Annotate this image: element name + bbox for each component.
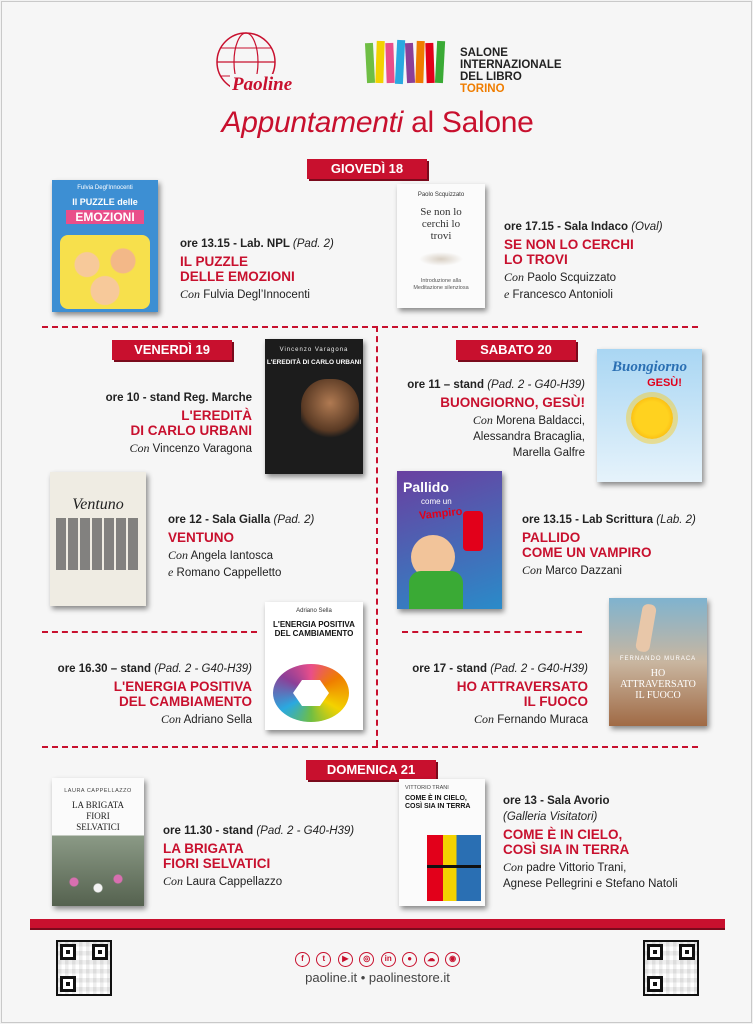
page-title-italic: Appuntamenti: [221, 106, 404, 139]
event-title-buongiorno[interactable]: BUONGIORNO, GESÙ!: [440, 395, 585, 410]
event-title-brigata[interactable]: LA BRIGATA: [163, 841, 244, 856]
day-band-sabato: SABATO 20: [456, 340, 576, 360]
salone-logo: [364, 37, 564, 95]
book-cover-ventuno: Ventuno: [50, 472, 146, 606]
social-icons: [2, 948, 753, 967]
day-band-domenica: DOMENICA 21: [306, 760, 436, 780]
page-title-rest: al Salone: [411, 106, 534, 139]
divider-1: [42, 326, 698, 328]
divider-2-right: [402, 631, 582, 633]
event-title-cielo[interactable]: COME È IN CIELO,: [503, 827, 623, 842]
book-cover-fuoco: FERNANDO MURACA HO ATTRAVERSATO IL FUOCO: [609, 598, 707, 726]
event-title-ventuno[interactable]: VENTUNO: [168, 530, 235, 545]
facebook-icon[interactable]: f: [295, 952, 310, 967]
day-band-venerdi: VENERDÌ 19: [112, 340, 232, 360]
page-title: [2, 106, 753, 140]
page-frame: Paoline SALONE INTERNAZIONALE DEL LIBRO TORINO Appuntamenti al Salone GIOVEDÌ 18 Fulvia Degl'Innocenti Il PUZZLE delle EMOZIONI ore 13.15 - Lab. NPL (Pad. 2) IL PUZZLE DELLE EMOZIONI Con Fulvia Degl’Innocenti Paolo Scquizzato Se non lo cerchi lo trovi Introduzione alla Meditazione silenziosa ore 17.15 - Sala Indaco (Oval) SE NON LO CERCHI LO TROVI Con Paolo Scquizzato e Francesco Antonioli VENERDÌ 19 Vincenzo Varagona L'EREDITÀ DI CARLO URBANI ore 10 - stand Reg. Marche L'EREDITÀ DI CARLO URBANI Con Vincenzo Varagona Ventuno ore 12 - Sala Gialla (Pad. 2) VENTUNO Con Angela Iantosca e Romano Cappelletto Adriano Sella L'ENERGIA POSITIVA DEL CAMBIAMENTO ore 16.30 – stand (Pad. 2 - G40-H39) L'ENERGIA POSITIVA DEL CAMBIAMENTO Con Adriano Sella SABATO 20 ore 11 – stand (Pad. 2 - G40-H39) BUONGIORNO, GESÙ! Con Morena Baldacci, Alessandra Bracaglia, Marella Galfre Buongiorno GESÙ! Pallido come un Vampiro ore 13.15 - Lab Scrittura (Lab. 2) PALLIDO COME UN VAMPIRO Con Marco Dazzani ore 17 - stand (Pad. 2 - G40-H39) HO ATTRAVERSATO IL FUOCO Con Fernando Muraca FERNANDO MURACA HO ATTRAVERSATO IL FUOCO DOMENICA 21 LAURA CAPPELLAZZO LA BRIGATA FIORI SELVATICI ore 11.30 - stand (Pad. 2 - G40-H39) LA BRIGATA FIORI SELVATICI Con Laura Cappellazzo VITTORIO TRANI COME È IN CIELO, COSÌ SIA IN TERRA ore 13 - Sala Avorio (Galleria Visitatori) COME È IN CIELO, COSÌ SIA IN TERRA Con padre Vittorio Trani, Agnese Pellegrini e Stefano Natoli f t ▶ ◎ in ● ☁ ◉ paoline.it • paolinestore.it: [1, 1, 752, 1023]
podcast-icon[interactable]: ◉: [445, 952, 460, 967]
salone-line1: SALONE: [460, 47, 508, 59]
salone-line3b: TORINO: [460, 83, 505, 95]
soundcloud-icon[interactable]: ☁: [424, 952, 439, 967]
twitter-icon[interactable]: t: [316, 952, 331, 967]
book-cover-se-non: Paolo Scquizzato Se non lo cerchi lo trovi Introduzione alla Meditazione silenziosa: [397, 184, 485, 308]
salone-line3a: DEL LIBRO: [460, 71, 522, 83]
flickr-icon[interactable]: ●: [402, 952, 417, 967]
paoline-wordmark: Paoline: [232, 74, 293, 95]
salone-stripes-icon: [364, 37, 456, 89]
divider-2-left: [42, 631, 257, 633]
book-cover-pallido: Pallido come un Vampiro: [397, 471, 502, 609]
day-band-giovedi: GIOVEDÌ 18: [307, 159, 427, 179]
event-title-energia[interactable]: L'ENERGIA POSITIVA: [113, 679, 252, 694]
book-cover-energia: Adriano Sella L'ENERGIA POSITIVA DEL CAMBIAMENTO: [265, 602, 363, 730]
event-title-se-non[interactable]: SE NON LO CERCHI: [504, 237, 634, 252]
divider-3: [42, 746, 698, 748]
book-cover-cielo: VITTORIO TRANI COME È IN CIELO, COSÌ SIA IN TERRA: [399, 779, 485, 906]
book-cover-brigata: LAURA CAPPELLAZZO LA BRIGATA FIORI SELVATICI: [52, 778, 144, 906]
youtube-icon[interactable]: ▶: [338, 952, 353, 967]
book-cover-puzzle: Fulvia Degl'Innocenti Il PUZZLE delle EMOZIONI: [52, 180, 158, 312]
instagram-icon[interactable]: ◎: [359, 952, 374, 967]
event-title-eredita[interactable]: L'EREDITÀ: [181, 408, 252, 423]
book-cover-buongiorno: Buongiorno GESÙ!: [597, 349, 702, 482]
book-cover-eredita: Vincenzo Varagona L'EREDITÀ DI CARLO URBANI: [265, 339, 363, 474]
paoline-logo: [208, 28, 300, 100]
event-title-pallido[interactable]: PALLIDO: [522, 530, 581, 545]
event-title-puzzle[interactable]: IL PUZZLE: [180, 254, 249, 269]
event-title-fuoco[interactable]: HO ATTRAVERSATO: [456, 679, 588, 694]
linkedin-icon[interactable]: in: [381, 952, 396, 967]
footer-sites[interactable]: paoline.it • paolinestore.it: [305, 970, 450, 985]
salone-line2: INTERNAZIONALE: [460, 59, 562, 71]
footer-bar: [30, 919, 725, 928]
divider-vertical: [376, 326, 378, 746]
